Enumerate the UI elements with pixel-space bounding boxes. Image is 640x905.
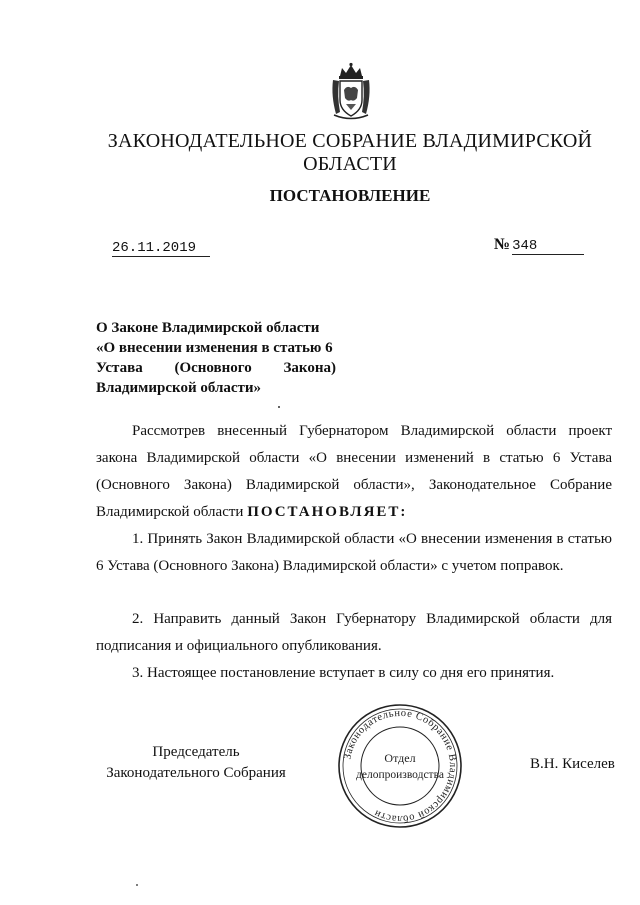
subject-word: Закона) bbox=[283, 360, 336, 376]
item-text: 3. Настоящее постановление вступает в силу со дня его принятия. bbox=[132, 665, 555, 681]
organization-title: ЗАКОНОДАТЕЛЬНОЕ СОБРАНИЕ ВЛАДИМИРСКОЙ ОБЛАСТИ bbox=[107, 130, 593, 175]
intro-text: Рассмотрев внесенный Губернатором Владимирской области проект закона Владимирской области «О внесении изменений в статью 6 Устава (Основного Закона) Владимирской области», Законодательное Собрание Владимирской области bbox=[96, 423, 612, 520]
subject-line: «О внесении изменения в статью 6 bbox=[96, 340, 333, 356]
stamp-center-line: делопроизводства bbox=[356, 769, 444, 781]
stamp-center-line: Отдел bbox=[384, 751, 416, 765]
coat-of-arms-icon bbox=[330, 62, 372, 120]
scan-speck bbox=[136, 884, 138, 886]
resolves-colon: : bbox=[400, 504, 408, 520]
subject-line bbox=[96, 358, 336, 378]
item-text: 2. Направить данный Закон Губернатору Владимирской области для подписания и официального опубликования. bbox=[96, 611, 612, 654]
signer-role bbox=[96, 742, 296, 784]
resolves-word: ПОСТАНОВЛЯЕТ bbox=[247, 504, 401, 520]
resolution-item-1 bbox=[96, 526, 612, 580]
resolution-item-2 bbox=[96, 606, 612, 660]
item-text: 1. Принять Закон Владимирской области «О внесении изменения в статью 6 Устава (Основного Закона) Владимирской области» с учетом поправок. bbox=[96, 531, 612, 574]
number-sign: № bbox=[494, 236, 511, 253]
scan-speck bbox=[278, 406, 280, 408]
intro-paragraph bbox=[96, 418, 612, 526]
document-type-title: ПОСТАНОВЛЕНИЕ bbox=[269, 186, 431, 205]
document-subject bbox=[96, 318, 336, 398]
subject-word: Устава bbox=[96, 360, 143, 376]
number-value: 348 bbox=[512, 238, 584, 255]
subject-line: О Законе Владимирской области bbox=[96, 320, 320, 336]
subject-word: (Основного bbox=[174, 360, 252, 376]
signer-role-line: Председатель bbox=[152, 744, 240, 760]
resolution-item-3 bbox=[96, 660, 612, 687]
document-date: 26.11.2019 bbox=[112, 240, 210, 257]
stamp-ring-text: Законодательное Собрание Владимирской области bbox=[342, 707, 459, 825]
signer-role-line: Законодательного Собрания bbox=[106, 765, 286, 781]
official-stamp bbox=[336, 702, 464, 830]
signer-name: В.Н. Киселев bbox=[530, 756, 615, 772]
subject-line: Владимирской области» bbox=[96, 380, 262, 396]
document-number bbox=[494, 236, 612, 255]
